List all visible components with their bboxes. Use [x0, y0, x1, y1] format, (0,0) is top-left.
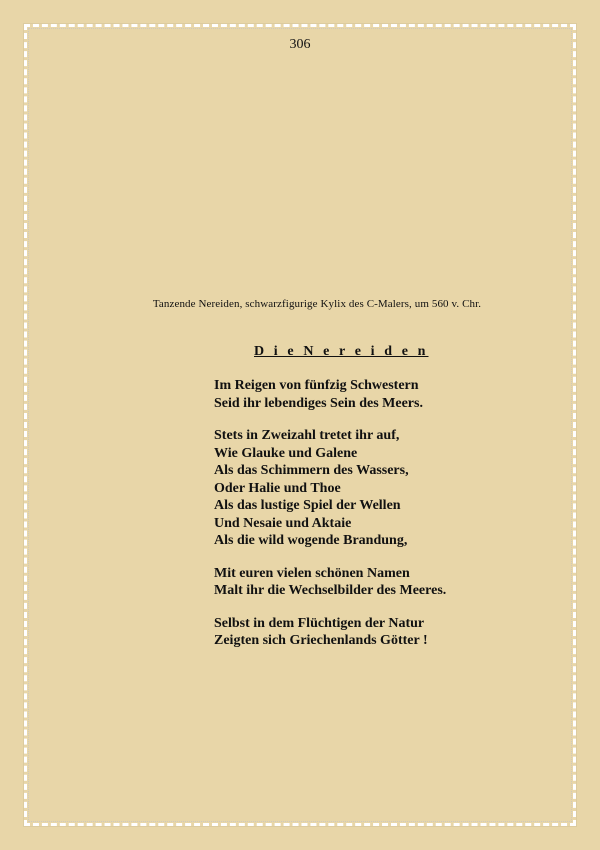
- poem-stanza: [214, 615, 446, 650]
- poem-stanza: [214, 565, 446, 600]
- poem-stanza: [214, 377, 446, 412]
- figure-caption: Tanzende Nereiden, schwarzfigurige Kylix des C-Malers, um 560 v. Chr.: [152, 298, 482, 310]
- poem-title: D i e N e r e i d e n: [254, 344, 429, 359]
- poem-line: Stets in Zweizahl tretet ihr auf,: [214, 428, 400, 443]
- poem-stanza: [214, 427, 446, 550]
- poem-body: [214, 377, 446, 665]
- poem-line: Selbst in dem Flüchtigen der Natur: [214, 615, 425, 631]
- poem-line: Mit euren vielen schönen Namen: [214, 565, 410, 581]
- poem-line: Und Nesaie und Aktaie: [214, 515, 352, 531]
- poem-line: Seid ihr lebendiges Sein des Meers.: [214, 395, 423, 411]
- page-number: 306: [289, 37, 311, 52]
- poem-line: Als die wild wogende Brandung,: [214, 533, 408, 548]
- poem-line: Zeigten sich Griechenlands Götter !: [214, 633, 428, 648]
- poem-line: Als das lustige Spiel der Wellen: [214, 498, 401, 513]
- poem-line: Wie Glauke und Galene: [214, 445, 358, 461]
- poem-line: Malt ihr die Wechselbilder des Meeres.: [214, 583, 447, 598]
- poem-line: Im Reigen von fünfzig Schwestern: [214, 378, 419, 393]
- poem-line: Oder Halie und Thoe: [214, 480, 341, 496]
- poem-line: Als das Schimmern des Wassers,: [214, 463, 409, 478]
